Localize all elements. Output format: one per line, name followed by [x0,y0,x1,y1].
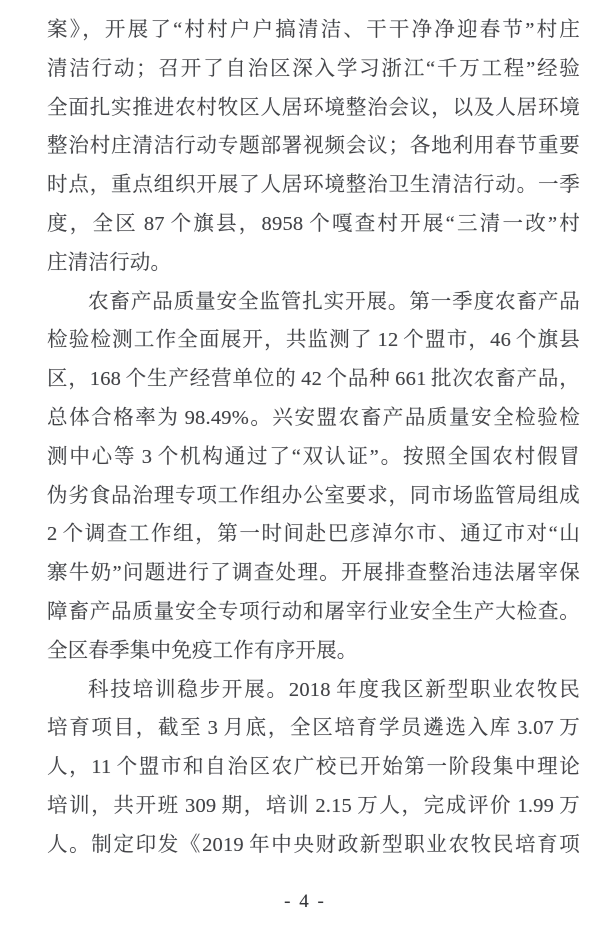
text-line: 全面扎实推进农村牧区人居环境整治会议，以及人居环境 [47,96,580,119]
text-line: 人。制定印发《2019 年中央财政新型职业农牧民培育项 [47,833,580,856]
text-line: 人，11 个盟市和自治区农广校已开始第一阶段集中理论 [47,756,580,779]
text-line: 案》，开展了“村村户户搞清洁、干干净净迎春节”村庄 [47,19,580,41]
text-line: 测中心等 3 个机构通过了“双认证”。按照全国农村假冒 [47,445,580,468]
text-line: 度，全区 87 个旗县，8958 个嘎查村开展“三清一改”村 [47,212,580,235]
text-line: 区，168 个生产经营单位的 42 个品种 661 批次农畜产品， [47,368,580,391]
text-line: 2 个调查工作组，第一时间赴巴彦淖尔市、通辽市对“山 [47,523,580,546]
page-number: - 4 - [284,891,326,912]
text-line: 寨牛奶”问题进行了调查处理。开展排查整治违法屠宰保 [47,562,580,585]
text-line: 检验检测工作全面展开，共监测了 12 个盟市，46 个旗县 [47,329,580,352]
text-line: 时点，重点组织开展了人居环境整治卫生清洁行动。一季 [47,174,580,197]
page-footer [0,891,610,913]
text-line: 农畜产品质量安全监管扎实开展。第一季度农畜产品 [88,290,580,313]
text-line: 总体合格率为 98.49%。兴安盟农畜产品质量安全检验检 [47,406,580,429]
text-line: 庄清洁行动。 [47,251,172,274]
text-line: 全区春季集中免疫工作有序开展。 [47,639,358,662]
text-line: 整治村庄清洁行动专题部署视频会议；各地利用春节重要 [47,135,580,158]
text-line: 科技培训稳步开展。2018 年度我区新型职业农牧民 [88,678,580,701]
text-line: 培训，共开班 309 期，培训 2.15 万人，完成评价 1.99 万 [47,794,580,817]
text-line: 清洁行动；召开了自治区深入学习浙江“千万工程”经验 [47,57,580,80]
document-body [47,11,580,865]
text-line: 培育项目，截至 3 月底，全区培育学员遴选入库 3.07 万 [47,717,580,740]
text-line: 伪劣食品治理专项工作组办公室要求，同市场监管局组成 [47,484,580,507]
text-line: 障畜产品质量安全专项行动和屠宰行业安全生产大检查。 [47,600,580,623]
